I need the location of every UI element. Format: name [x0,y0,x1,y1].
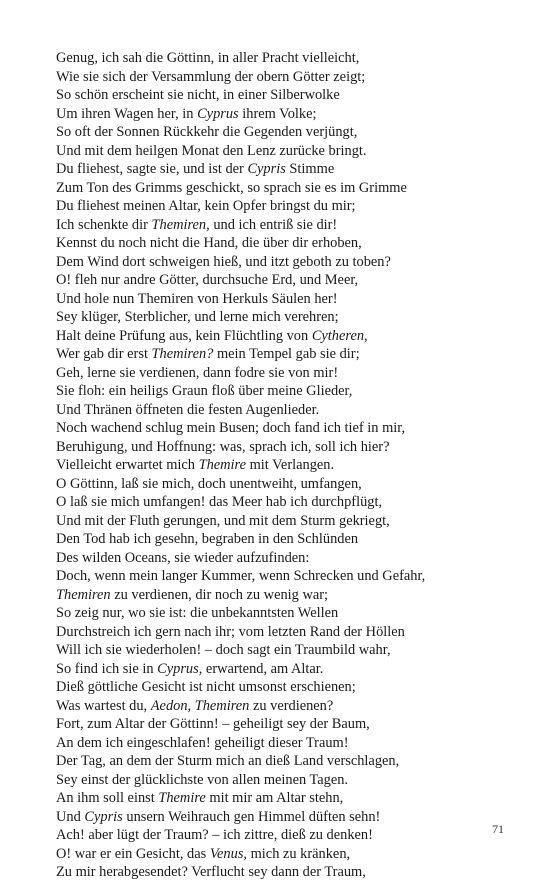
poem-line [56,789,526,808]
line-text: So schön erscheint sie nicht, in einer Silberwolke [56,87,340,103]
line-text: An dem ich eingeschlafen! geheiligt dieser Traum! [56,734,349,751]
line-text: Halt deine Prüfung aus, kein Flüchtling von [56,327,312,344]
poem-line [56,752,526,771]
line-text: O Göttinn, laß sie mich, doch unentweiht, umfangen, [56,475,362,492]
poem-line [56,493,526,512]
poem-line [56,197,526,216]
line-text: Und mit der Fluth gerungen, und mit dem Sturm gekriegt, [56,512,390,529]
poem-line [56,604,526,623]
line-text: Doch, wenn mein langer Kummer, wenn Schrecken und Gefahr, [56,568,426,584]
line-text: Sie floh: ein heiligs Graun floß über meine Glieder, [56,383,353,399]
line-text: Zum Ton des Grimms geschickt, so sprach sie es im Grimme [56,179,407,196]
line-text: So oft der Sonnen Rückkehr die Gegenden verjüngt, [56,124,358,140]
italic-name: Themiren [56,586,111,603]
poem-line [56,364,526,383]
poem-line [56,234,526,253]
line-text: Stimme [285,161,335,177]
italic-name: Cytheren, [311,327,368,344]
line-text: Noch wachend schlug mein Busen; doch fand ich tief in mir, [56,420,406,436]
poem-line [56,216,526,235]
poem-line [56,512,526,531]
poem-line [56,808,526,827]
line-text: mit mir am Altar stehn, [205,790,344,806]
poem-line [56,623,526,642]
line-text: So find ich sie in [56,660,158,677]
poem-line [56,308,526,327]
poem-line [56,734,526,753]
line-text: Kennst du noch nicht die Hand, die über dir erhoben, [56,235,362,251]
line-text: Du fliehest, sagte sie, und ist der [56,161,248,177]
line-text: Durchstreich ich gern nach ihr; vom letzten Rand der Höllen [56,623,405,640]
poem-line [56,105,526,124]
poem-line [56,475,526,494]
line-text: Beruhigung, und Hoffnung: was, sprach ich, soll ich hier? [56,438,390,455]
line-text: Geh, lerne sie verdienen, dann fodre sie von mir! [56,364,339,381]
poem-line [56,160,526,179]
line-text: Und mit dem heilgen Monat den Lenz zurücke bringt. [56,142,367,159]
line-text: So zeig nur, wo sie ist: die unbekanntsten Wellen [56,605,339,621]
poem-line [56,771,526,790]
line-text: ihrem Volke; [238,105,317,122]
line-text: Zu mir herabgesendet? Verflucht sey dann der Traum, [56,864,366,880]
poem-line [56,845,526,864]
line-text: Ach! aber lügt der Traum? – ich zittre, dieß zu denken! [56,827,373,843]
poem-line [56,715,526,734]
italic-name: Themiren? [151,346,214,362]
poem-line [56,863,526,882]
poem-line [56,290,526,309]
italic-name: Cyprus, [157,660,203,677]
italic-name: Cypris [247,161,286,177]
poem-line [56,641,526,660]
italic-name: Themire [158,790,206,806]
line-text: Was wartest du, [56,697,151,714]
line-text: Den Tod hab ich gesehn, begraben in den Schlünden [56,531,359,547]
line-text: Wer gab dir erst [56,346,152,362]
poem-line [56,660,526,679]
line-text: Des wilden Oceans, sie wieder aufzufinden: [56,549,310,566]
poem-line [56,586,526,605]
poem-line [56,271,526,290]
poem-line [56,86,526,105]
poem-line [56,419,526,438]
poem-line [56,142,526,161]
poem-line [56,530,526,549]
line-text: An ihm soll einst [56,790,159,806]
line-text: O! fleh nur andre Götter, durchsuche Erd, und Meer, [56,272,359,288]
line-text: Du fliehest meinen Altar, kein Opfer bringst du mir; [56,198,356,214]
line-text: O! war er ein Gesicht, das [56,845,210,862]
poem-line [56,179,526,198]
line-text: mit Verlangen. [246,457,335,473]
page-number: 71 [492,822,504,836]
poem-line [56,826,526,845]
poem-line [56,345,526,364]
line-text: Fort, zum Altar der Göttinn! – geheiligt sey der Baum, [56,716,370,732]
poem-line [56,549,526,568]
poem-line [56,438,526,457]
poem-line [56,401,526,420]
line-text: Dem Wind dort schweigen hieß, und itzt geboth zu toben? [56,253,391,270]
poem-line [56,697,526,716]
poem-line [56,49,526,68]
line-text: Ich schenkte dir [56,216,152,233]
line-text: zu verdienen? [249,697,334,714]
poem-line [56,678,526,697]
poem-text [56,49,526,882]
italic-name: Cypris [84,808,123,825]
poem-line [56,253,526,272]
line-text: Wie sie sich der Versammlung der obern Götter zeigt; [56,68,366,85]
italic-name: Themiren, [151,216,210,233]
line-text: Sey einst der glücklichste von allen meinen Tagen. [56,771,349,788]
line-text: Um ihren Wagen her, in [56,105,198,122]
poem-line [56,567,526,586]
line-text: mein Tempel gab sie dir; [213,346,360,362]
italic-name: Venus, [209,845,248,862]
line-text: Vielleicht erwartet mich [56,457,199,473]
poem-line [56,123,526,142]
poem-line [56,456,526,475]
line-text: O laß sie mich umfangen! das Meer hab ich durchpflügt, [56,494,383,510]
poem-line [56,68,526,87]
poem-line [56,327,526,346]
line-text: Und [56,808,85,825]
italic-name: Themire [198,457,247,473]
italic-name: Aedon, Themiren [150,697,250,714]
poem-line [56,382,526,401]
line-text: Will ich sie wiederholen! – doch sagt ein Traumbild wahr, [56,642,391,658]
line-text: Und Thränen öffneten die festen Augenlieder. [56,401,320,418]
line-text: Der Tag, an dem der Sturm mich an dieß Land verschlagen, [56,753,400,769]
line-text: Sey klüger, Sterblicher, und lerne mich verehren; [56,309,339,325]
italic-name: Cyprus [197,105,239,122]
line-text: Dieß göttliche Gesicht ist nicht umsonst erschienen; [56,679,356,695]
line-text: Genug, ich sah die Göttinn, in aller Pracht vielleicht, [56,50,360,66]
line-text: mich zu kränken, [247,845,351,862]
line-text: erwartend, am Altar. [202,660,324,677]
line-text: Und hole nun Themiren von Herkuls Säulen her! [56,290,338,307]
line-text: unsern Weihrauch gen Himmel düften sehn! [122,808,381,825]
line-text: und ich entriß sie dir! [209,216,338,233]
line-text: zu verdienen, dir noch zu wenig war; [110,586,329,603]
